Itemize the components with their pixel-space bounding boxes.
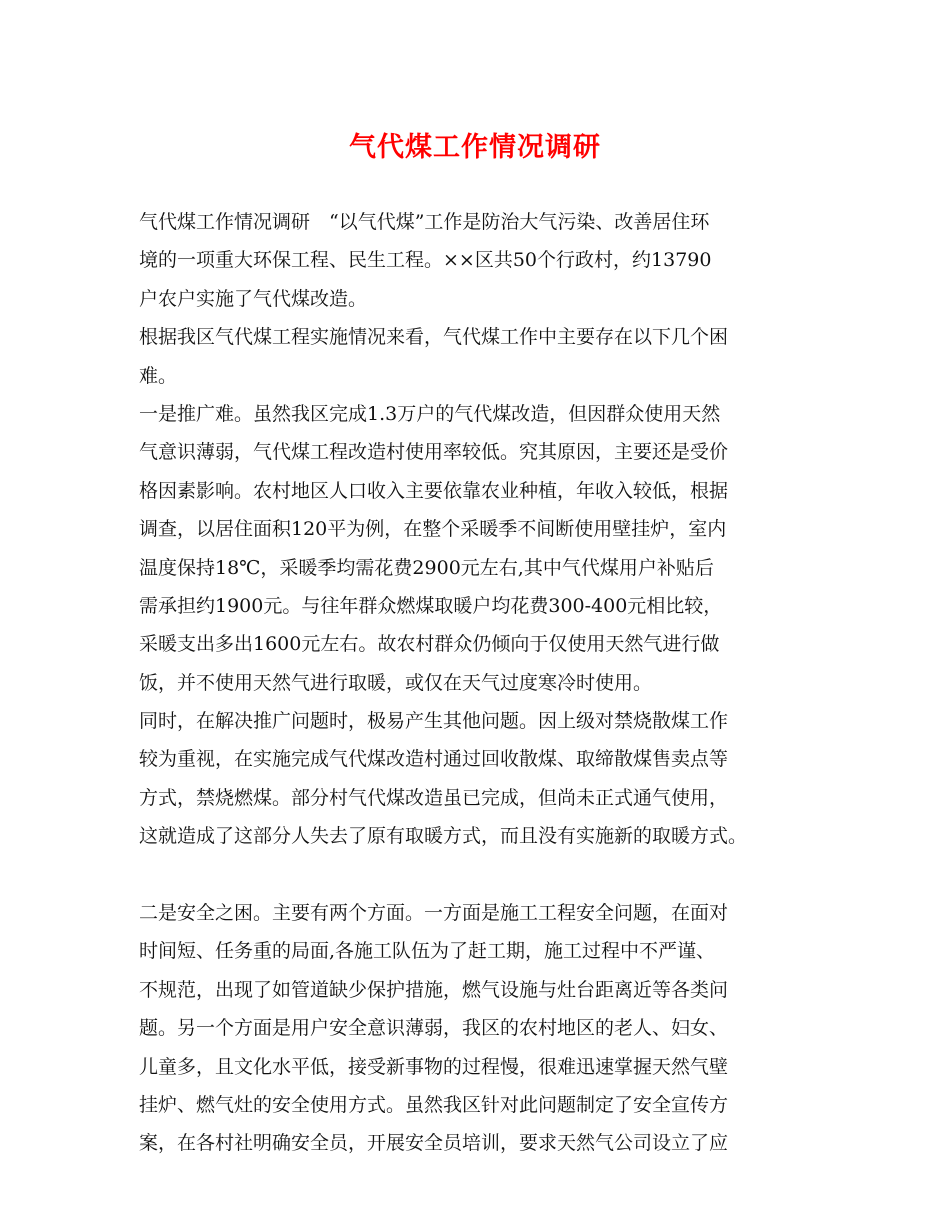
text-line: 根据我区气代煤工程实施情况来看，气代煤工作中主要存在以下几个困 [139,326,729,349]
text-line: 二是安全之困。主要有两个方面。一方面是施工工程安全问题，在面对 [139,902,729,925]
paragraph-meanwhile [139,702,829,856]
text-line: 时间短、任务重的局面,各施工队伍为了赶工期，施工过程中不严谨、 [139,940,716,963]
text-line: 采暖支出多出1600元左右。故农村群众仍倾向于仅使用天然气进行做 [139,633,720,656]
text-line: 气代煤工作情况调研 “以气代煤”工作是防治大气污染、改善居住环 [139,211,710,233]
text-line: 调查，以居住面积120平为例，在整个采暖季不间断使用壁挂炉，室内 [139,518,727,541]
paragraph-intro [139,203,829,318]
text-line: 这就造成了这部分人失去了原有取暖方式，而且没有实施新的取暖方式。 [139,825,748,848]
text-line: 饭，并不使用天然气进行取暖，或仅在天气过度寒冷时使用。 [139,671,653,694]
text-line: 方式，禁烧燃煤。部分村气代煤改造虽已完成，但尚未正式通气使用， [139,786,729,809]
document-title: 气代煤工作情况调研 [349,132,601,163]
text-line: 户农户实施了气代煤改造。 [139,287,368,310]
text-line: 儿童多，且文化水平低，接受新事物的过程慢，很难迅速掌握天然气壁 [139,1055,729,1078]
paragraph-safety [139,894,829,1163]
text-line: 挂炉、燃气灶的安全使用方式。虽然我区针对此问题制定了安全宣传方 [139,1093,729,1116]
text-line: 不规范，出现了如管道缺少保护措施，燃气设施与灶台距离近等各类问 [139,978,729,1001]
text-line: 境的一项重大环保工程、民生工程。××区共50个行政村，约13790 [139,249,712,272]
text-line: 案，在各村社明确安全员，开展安全员培训，要求天然气公司设立了应 [139,1132,729,1155]
text-line: 需承担约1900元。与往年群众燃煤取暖户均花费300-400元相比较， [139,594,723,617]
text-line: 气意识薄弱，气代煤工程改造村使用率较低。究其原因，主要还是受价 [139,441,729,464]
paragraph-spacer [139,856,829,894]
text-line: 格因素影响。农村地区人口收入主要依靠农业种植，年收入较低，根据 [139,479,729,502]
document-body [139,203,829,1163]
paragraph-difficulties [139,318,829,395]
text-line: 同时，在解决推广问题时，极易产生其他问题。因上级对禁烧散煤工作 [139,710,729,733]
text-line: 较为重视，在实施完成气代煤改造村通过回收散煤、取缔散煤售卖点等 [139,748,729,771]
paragraph-promotion [139,395,829,702]
text-line: 一是推广难。虽然我区完成1.3万户的气代煤改造，但因群众使用天然 [139,402,721,425]
text-line: 难。 [139,364,178,387]
text-line: 题。另一个方面是用户安全意识薄弱，我区的农村地区的老人、妇女、 [139,1017,729,1040]
text-line: 温度保持18℃，采暖季均需花费2900元左右,其中气代煤用户补贴后 [139,556,714,579]
